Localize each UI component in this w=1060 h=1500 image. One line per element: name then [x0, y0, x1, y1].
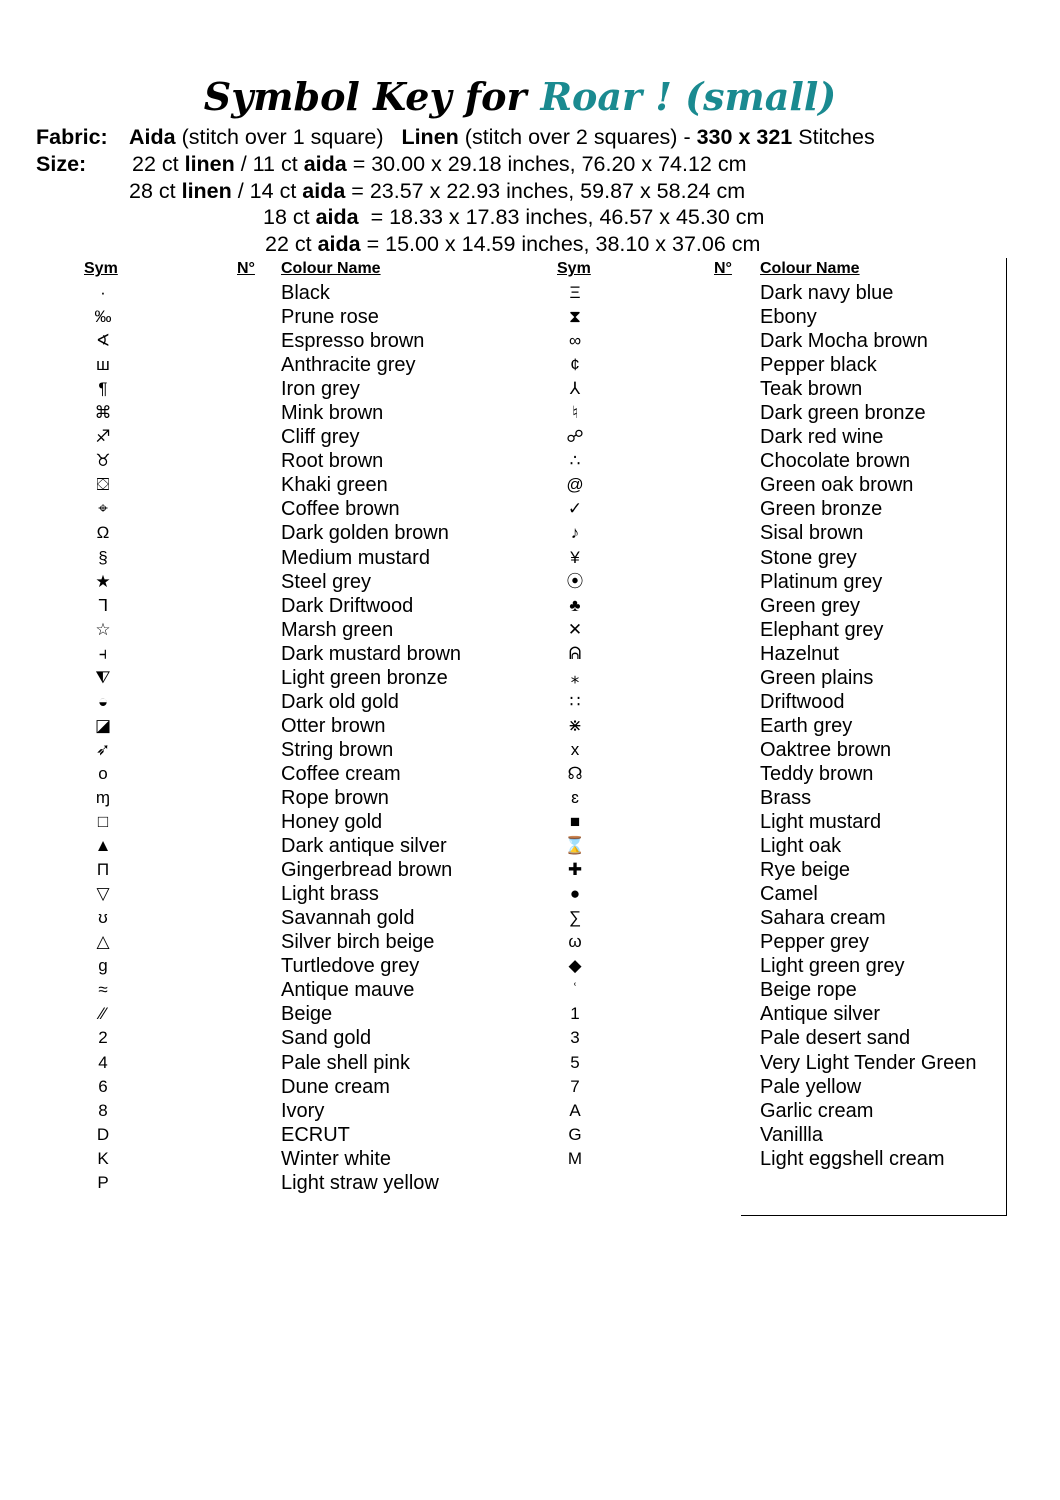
symbol-glyph: · — [100, 283, 106, 302]
colour-name: Light green bronze — [281, 666, 448, 689]
symbol-glyph: A — [569, 1100, 581, 1120]
symbol-glyph: ◆ — [568, 956, 582, 976]
colour-name: Driftwood — [760, 690, 845, 713]
symbol-glyph: ✕ — [567, 619, 583, 639]
symbol-glyph: ☆ — [95, 619, 111, 639]
symbol-glyph: ᕱ — [568, 643, 582, 663]
colour-name: Teddy brown — [760, 762, 874, 785]
colour-name: Ebony — [760, 306, 817, 329]
colour-name: Dark antique silver — [281, 835, 447, 858]
colour-name: Pale shell pink — [281, 1051, 410, 1074]
symbol-glyph: △ — [96, 932, 110, 952]
colour-name: Teak brown — [760, 378, 863, 401]
symbol-glyph: G — [568, 1124, 582, 1144]
symbol-glyph: □ — [97, 812, 109, 832]
colour-name: Dune cream — [281, 1075, 390, 1098]
symbol-glyph: 4 — [98, 1052, 108, 1072]
colour-name: Pale yellow — [760, 1075, 862, 1098]
symbol-glyph: ɛ — [571, 787, 579, 807]
fabric-linen: Linen — [401, 125, 459, 149]
colour-name: Medium mustard — [281, 546, 430, 569]
colour-name: Sisal brown — [760, 522, 864, 545]
symbol-glyph: ☊ — [567, 763, 583, 783]
colour-name: Rye beige — [760, 859, 851, 882]
symbol-glyph: ¥ — [570, 547, 580, 567]
symbol-glyph: ♣ — [569, 595, 581, 615]
colour-name: Otter brown — [281, 714, 386, 737]
colour-name: Silver birch beige — [281, 931, 435, 954]
symbol-glyph: ¶ — [98, 379, 108, 399]
symbol-glyph: ⦿ — [566, 571, 584, 591]
col-header-sym: Sym — [557, 260, 591, 277]
colour-name: Hazelnut — [760, 642, 839, 665]
colour-name: Oaktree brown — [760, 738, 892, 761]
symbol-glyph: M — [567, 1148, 583, 1168]
colour-name: Light green grey — [760, 955, 905, 978]
symbol-glyph: ⛋ — [96, 475, 110, 495]
symbol-glyph: 1 — [570, 1004, 580, 1024]
colour-name: Black — [281, 282, 330, 304]
symbol-glyph: ⁎ — [570, 667, 580, 687]
colour-name: Green bronze — [760, 498, 883, 521]
symbol-glyph: ω — [568, 932, 582, 952]
colour-name: ECRUT — [281, 1123, 350, 1146]
symbol-glyph: ■ — [569, 812, 581, 832]
pattern-name: Roar ! (small) — [540, 74, 837, 119]
symbol-glyph: ⧗ — [569, 307, 581, 327]
colour-name: Earth grey — [760, 714, 853, 737]
colour-name: Light oak — [760, 835, 842, 858]
colour-name: Ivory — [281, 1099, 325, 1122]
symbol-glyph: ★ — [95, 571, 111, 591]
col-header-num: N° — [237, 260, 255, 277]
colour-name: Dark golden brown — [281, 522, 449, 545]
symbol-glyph: ∷ — [569, 691, 581, 711]
colour-name: Gingerbread brown — [281, 859, 453, 882]
col-header-name: Colour Name — [760, 260, 860, 277]
colour-name: Coffee cream — [281, 762, 401, 785]
symbol-glyph: 6 — [98, 1076, 108, 1096]
colour-name: Dark Driftwood — [281, 594, 414, 617]
symbol-glyph: ▽ — [96, 884, 110, 904]
colour-name: Vanillla — [760, 1123, 823, 1146]
colour-name: Very Light Tender Green — [760, 1051, 977, 1074]
colour-name: Rope brown — [281, 786, 389, 809]
colour-name: Anthracite grey — [281, 354, 416, 377]
symbol-glyph: o — [98, 763, 108, 783]
colour-name: Dark navy blue — [760, 282, 894, 304]
colour-name: Savannah gold — [281, 907, 415, 930]
symbol-glyph: ♪ — [570, 523, 580, 543]
colour-name: Beige rope — [760, 979, 857, 1002]
symbol-glyph: K — [97, 1148, 109, 1168]
symbol-glyph: ɱ — [95, 787, 111, 807]
symbol-glyph: @ — [566, 475, 584, 495]
colour-name: Light eggshell cream — [760, 1147, 945, 1170]
colour-name: Garlic cream — [760, 1099, 874, 1122]
colour-name: Turtledove grey — [281, 955, 420, 978]
right-border-line — [1006, 258, 1007, 1216]
symbol-glyph: P — [97, 1172, 109, 1192]
colour-name: Light brass — [281, 883, 379, 906]
symbol-glyph: 8 — [98, 1100, 108, 1120]
colour-name: Iron grey — [281, 378, 360, 401]
bottom-border-line — [741, 1215, 1007, 1216]
colour-name: Prune rose — [281, 306, 379, 329]
symbol-glyph: Π — [96, 860, 110, 880]
colour-name: Pepper grey — [760, 931, 869, 954]
symbol-glyph: ⌘ — [94, 403, 112, 423]
colour-name: Cliff grey — [281, 426, 360, 449]
size-line: 22 ct linen / 11 ct aida = 30.00 x 29.18 inches, 76.20 x 74.12 cm — [132, 152, 747, 176]
symbol-glyph: ⫞ — [98, 643, 108, 663]
symbol-glyph: ≈ — [98, 980, 108, 1000]
colour-name: Chocolate brown — [760, 450, 911, 473]
colour-name: Winter white — [281, 1147, 392, 1170]
colour-name: Beige — [281, 1003, 333, 1026]
colour-name: Dark green bronze — [760, 402, 926, 425]
symbol-glyph: x — [570, 739, 580, 759]
symbol-glyph: ᒣ — [97, 595, 109, 615]
fabric-aida-note: (stitch over 1 square) — [181, 125, 384, 149]
symbol-glyph: ▲ — [94, 836, 112, 856]
col-header-num: N° — [714, 260, 732, 277]
fabric-aida: Aida — [129, 125, 176, 149]
symbol-glyph: ➶ — [95, 739, 111, 759]
size-line: 28 ct linen / 14 ct aida = 23.57 x 22.93 inches, 59.87 x 58.24 cm — [129, 179, 746, 203]
colour-name: Dark Mocha brown — [760, 330, 928, 353]
colour-name: Green grey — [760, 594, 861, 617]
stitch-count: 330 x 321 — [696, 125, 793, 149]
symbol-glyph: ⌛ — [564, 836, 586, 856]
size-line: 18 ct aida = 18.33 x 17.83 inches, 46.57 x 45.30 cm — [263, 205, 765, 229]
symbol-glyph: ¢ — [570, 355, 580, 375]
colour-name: Root brown — [281, 450, 384, 473]
size-line: 22 ct aida = 15.00 x 14.59 inches, 38.10 x 37.06 cm — [265, 232, 761, 256]
colour-name: Antique silver — [760, 1003, 881, 1026]
colour-name: Khaki green — [281, 474, 388, 497]
symbol-glyph: ⁄⁄ — [100, 1004, 106, 1024]
colour-name: Sand gold — [281, 1027, 372, 1050]
symbol-glyph: ✚ — [567, 860, 583, 880]
colour-name: String brown — [281, 738, 394, 761]
symbol-glyph: ∢ — [95, 331, 111, 351]
col-header-name: Colour Name — [281, 260, 381, 277]
colour-name: Green plains — [760, 666, 874, 689]
colour-name: Camel — [760, 883, 818, 906]
size-label: Size: — [36, 152, 87, 176]
colour-name: Dark old gold — [281, 690, 399, 713]
colour-name: Platinum grey — [760, 570, 883, 593]
symbol-glyph: ‰ — [94, 307, 112, 327]
symbol-glyph: 5 — [570, 1052, 580, 1072]
col-header-sym: Sym — [84, 260, 118, 277]
symbol-glyph: g — [98, 956, 108, 976]
colour-name: Dark red wine — [760, 426, 884, 449]
symbol-glyph: ∞ — [568, 331, 582, 351]
fabric-line — [129, 125, 875, 150]
colour-name: Mink brown — [281, 402, 384, 425]
colour-name: Light mustard — [760, 811, 882, 834]
symbol-glyph: ♮ — [571, 403, 579, 423]
symbol-glyph: § — [98, 547, 108, 567]
symbol-glyph: ∑ — [568, 908, 582, 928]
symbol-glyph: ⅄ — [569, 379, 581, 399]
symbol-glyph: ʿ — [572, 980, 578, 1000]
colour-name: Marsh green — [281, 618, 394, 641]
fabric-linen-note: (stitch over 2 squares) - — [464, 125, 691, 149]
symbol-glyph: ⧨ — [95, 667, 111, 687]
symbol-glyph: ʊ — [98, 908, 108, 928]
symbol-glyph: ♐ — [95, 427, 111, 447]
colour-name: Espresso brown — [281, 330, 425, 353]
symbol-glyph: D — [96, 1124, 110, 1144]
symbol-glyph: ◒ — [97, 691, 109, 711]
stitches-word: Stitches — [798, 125, 875, 149]
page-title — [0, 74, 1040, 119]
symbol-glyph: 2 — [98, 1028, 108, 1048]
symbol-glyph: ◪ — [94, 715, 112, 735]
symbol-glyph: ✓ — [567, 499, 583, 519]
colour-name: Coffee brown — [281, 498, 400, 521]
colour-name: Pepper black — [760, 354, 877, 377]
colour-name: Stone grey — [760, 546, 857, 569]
colour-name: Antique mauve — [281, 979, 415, 1002]
colour-name: Steel grey — [281, 570, 372, 593]
symbol-glyph: Ω — [96, 523, 110, 543]
colour-name: Green oak brown — [760, 474, 914, 497]
symbol-glyph: ♉ — [95, 451, 111, 471]
symbol-glyph: ∴ — [569, 451, 581, 471]
colour-name: Light straw yellow — [281, 1171, 439, 1194]
symbol-glyph: 3 — [570, 1028, 580, 1048]
symbol-glyph: ⌖ — [98, 499, 108, 519]
symbol-glyph: 7 — [570, 1076, 580, 1096]
colour-name: Dark mustard brown — [281, 642, 462, 665]
colour-name: Pale desert sand — [760, 1027, 911, 1050]
symbol-glyph: Ξ — [569, 283, 581, 302]
fabric-label: Fabric: — [36, 125, 108, 149]
title-prefix: Symbol Key for — [203, 74, 527, 119]
symbol-glyph: ш — [96, 355, 110, 375]
symbol-glyph: ☍ — [566, 427, 584, 447]
colour-name: Honey gold — [281, 811, 383, 834]
symbol-glyph: ● — [569, 884, 581, 904]
symbol-glyph: ⋇ — [567, 715, 583, 735]
colour-name: Elephant grey — [760, 618, 884, 641]
colour-name: Brass — [760, 786, 812, 809]
colour-name: Sahara cream — [760, 907, 886, 930]
